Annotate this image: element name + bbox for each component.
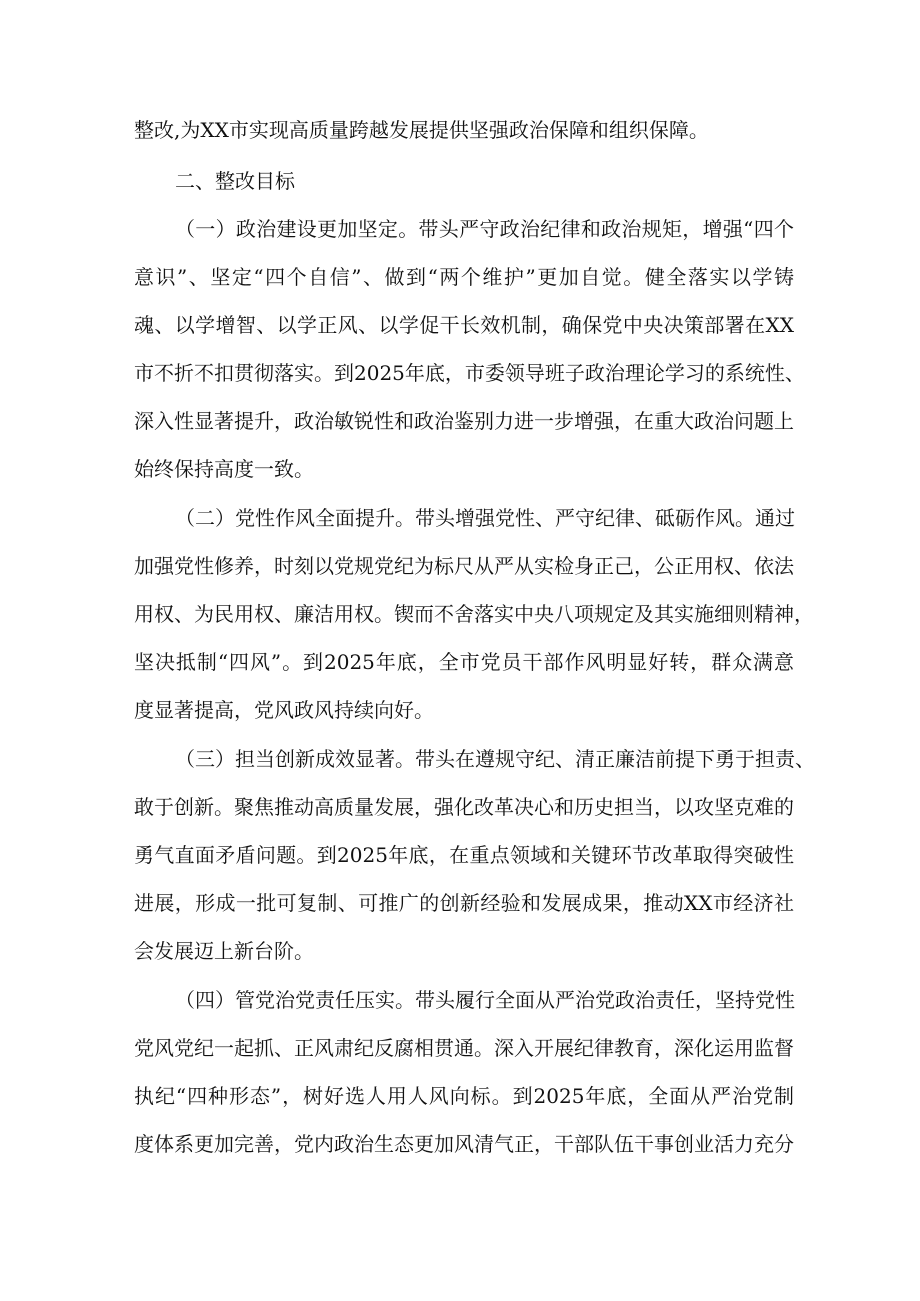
paragraph-2-line-1: （二）党性作风全面提升。带头增强党性、严守纪律、砥砺作风。通过 — [175, 506, 795, 530]
paragraph-1-line-2: 意识”、坚定“四个自信”、做到“两个维护”更加自觉。健全落实以学铸 — [134, 265, 794, 289]
paragraph-4-line-1: （四）管党治党责任压实。带头履行全面从严治党政治责任，坚持党性 — [175, 988, 795, 1012]
paragraph-2-line-2: 加强党性修养，时刻以党规党纪为标尺从严从实检身正己，公正用权、依法 — [134, 554, 794, 578]
paragraph-1-line-5: 深入性显著提升，政治敏锐性和政治鉴别力进一步增强，在重大政治问题上 — [134, 409, 794, 433]
paragraph-4-line-4: 度体系更加完善，党内政治生态更加风清气正，干部队伍干事创业活力充分 — [134, 1132, 794, 1156]
paragraph-1-line-6: 始终保持高度一致。 — [134, 457, 314, 481]
paragraph-3-line-1: （三）担当创新成效显著。带头在遵规守纪、清正廉洁前提下勇于担责、 — [175, 747, 815, 771]
paragraph-3-line-3: 勇气直面矛盾问题。到2025年底，在重点领域和关键环节改革取得突破性 — [134, 843, 794, 867]
paragraph-1-line-3: 魂、以学增智、以学正风、以学促干长效机制，确保党中央决策部署在XX — [134, 313, 794, 337]
paragraph-1-line-4: 市不折不扣贯彻落实。到2025年底，市委领导班子政治理论学习的系统性、 — [134, 361, 805, 385]
intro-line: 整改,为XX市实现高质量跨越发展提供坚强政治保障和组织保障。 — [134, 118, 709, 142]
paragraph-2-line-5: 度显著提高，党风政风持续向好。 — [134, 698, 434, 722]
paragraph-4-line-3: 执纪“四种形态”，树好选人用人风向标。到2025年底，全面从严治党制 — [134, 1084, 794, 1108]
paragraph-2-line-4: 坚决抵制“四风”。到2025年底，全市党员干部作风明显好转，群众满意 — [134, 650, 794, 674]
paragraph-3-line-2: 敢于创新。聚焦推动高质量发展，强化改革决心和历史担当，以攻坚克难的 — [134, 795, 794, 819]
paragraph-2-line-3: 用权、为民用权、廉洁用权。锲而不舍落实中央八项规定及其实施细则精神， — [134, 602, 814, 626]
section-heading: 二、整改目标 — [175, 169, 295, 193]
paragraph-4-line-2: 党风党纪一起抓、正风肃纪反腐相贯通。深入开展纪律教育，深化运用监督 — [134, 1036, 794, 1060]
paragraph-1-line-1: （一）政治建设更加坚定。带头严守政治纪律和政治规矩，增强“四个 — [175, 217, 794, 241]
paragraph-3-line-4: 进展，形成一批可复制、可推广的创新经验和发展成果，推动XX市经济社 — [134, 891, 794, 915]
paragraph-3-line-5: 会发展迈上新台阶。 — [134, 939, 314, 963]
